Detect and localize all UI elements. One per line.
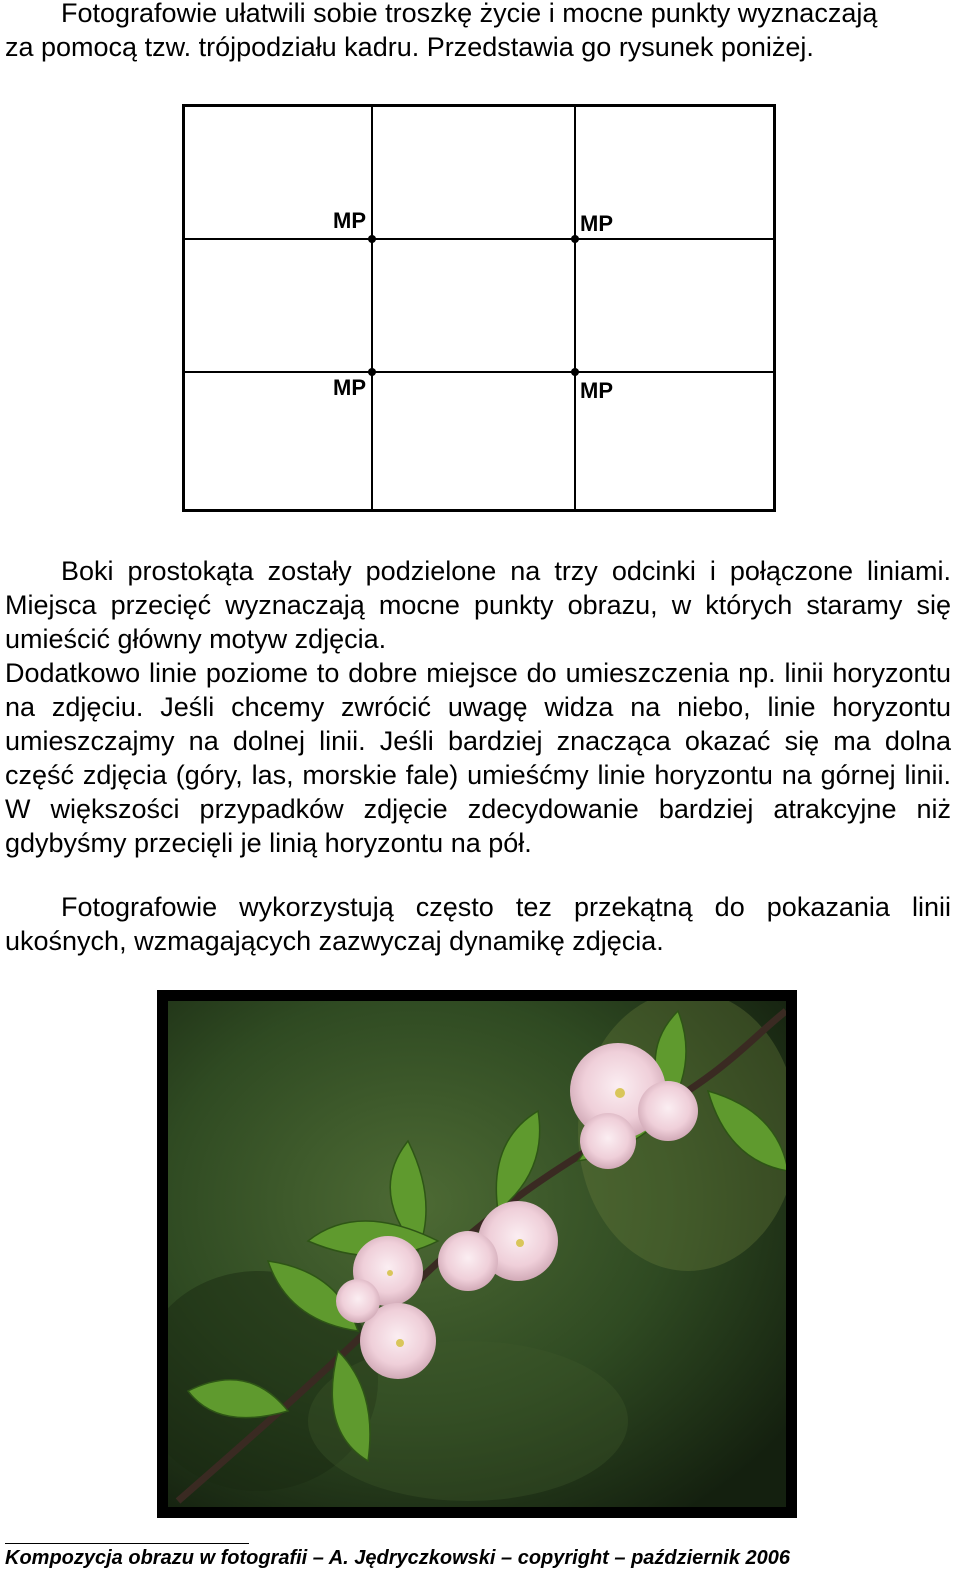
blossom <box>336 1279 380 1323</box>
intro-line-2: za pomocą tzw. trójpodziału kadru. Przedstawia go rysunek poniżej. <box>5 32 814 62</box>
footer-rule <box>5 1543 249 1544</box>
strong-point-dot <box>368 235 376 243</box>
intro-line-1: Fotografowie ułatwili sobie troszkę życie i mocne punkty wyznaczają <box>61 0 878 28</box>
intro-paragraph <box>5 0 951 64</box>
rule-of-thirds-diagram <box>182 104 776 512</box>
page-footer: Kompozycja obrazu w fotografii – A. Jędryczkowski – copyright – październik 2006 <box>5 1547 791 1569</box>
strong-point-dot <box>368 368 376 376</box>
body-text <box>5 554 951 860</box>
strong-point-label: MP <box>333 375 366 400</box>
strong-point-label: MP <box>580 211 613 236</box>
blossom <box>638 1081 698 1141</box>
strong-point-dot <box>571 235 579 243</box>
strong-point-label: MP <box>580 378 613 403</box>
strong-point-label: MP <box>333 208 366 233</box>
body-paragraph-1: Boki prostokąta zostały podzielone na trzy odcinki i połączone liniami. Miejsca przecięć wyznaczają mocne punkty obrazu, w których staramy się umieścić główny motyw zdjęcia. <box>5 556 951 654</box>
body-paragraph-2: Dodatkowo linie poziome to dobre miejsce do umieszczenia np. linii horyzontu na zdjęciu. Jeśli chcemy zwrócić uwagę widza na niebo, linie horyzontu umieszczajmy na dolnej linii. Jeśli bardziej znacząca okazać się ma dolna część zdjęcia (góry, las, morskie fale) umieśćmy linie horyzontu na górnej linii. W większości przypadków zdjęcie zdecydowanie bardziej atrakcyjne niż gdybyśmy przecięli je linią horyzontu na pół. <box>5 658 951 858</box>
body-paragraph-3: Fotografowie wykorzystują często tez przekątną do pokazania linii ukośnych, wzmagających zazwyczaj dynamikę zdjęcia. <box>5 892 951 956</box>
blossom <box>580 1113 636 1169</box>
blossom-photo-frame <box>157 990 797 1518</box>
blossom-photo <box>168 1001 786 1507</box>
blossom <box>438 1231 498 1291</box>
strong-point-dot <box>571 368 579 376</box>
